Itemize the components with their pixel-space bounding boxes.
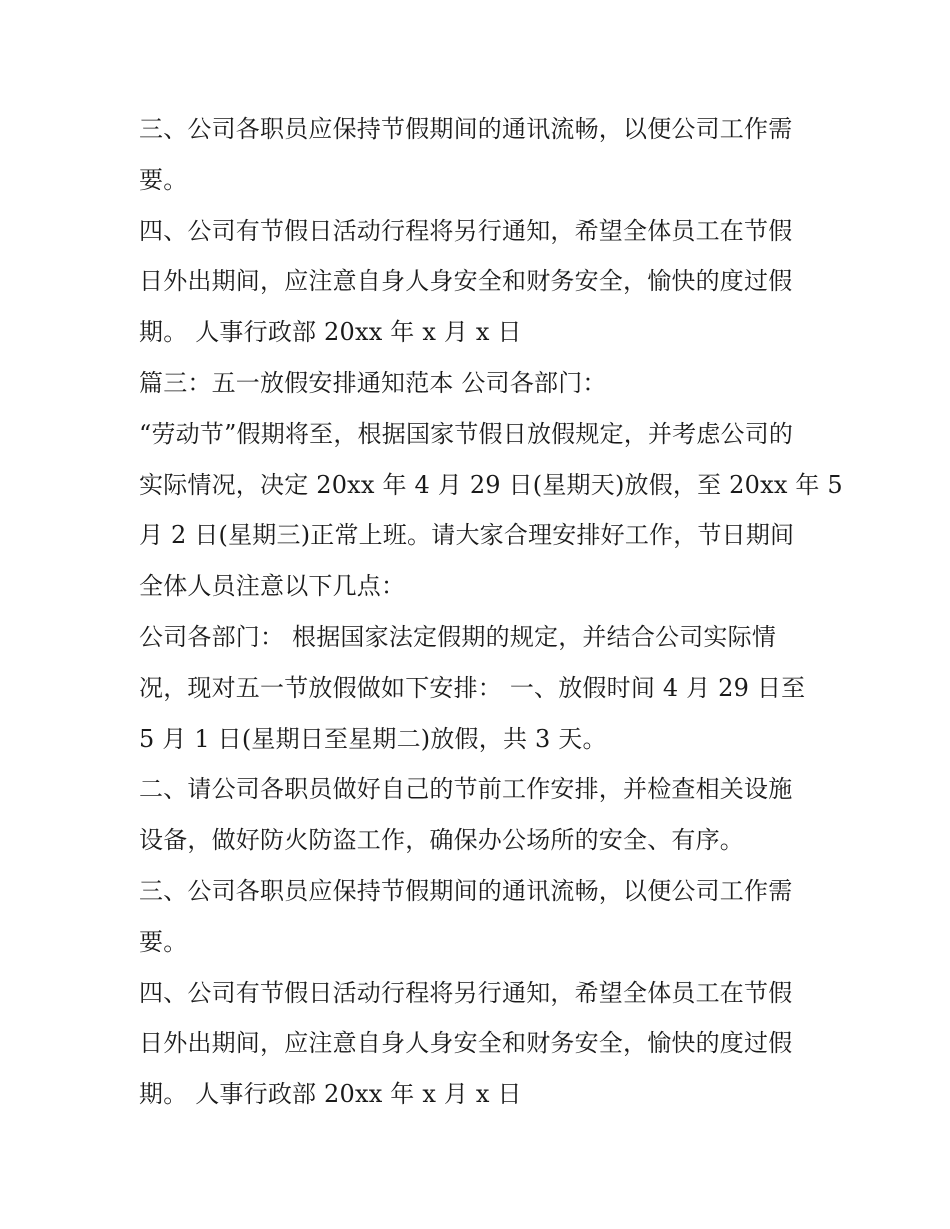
text-line: 况，现对五一节放假做如下安排： 一、放假时间 4 月 29 日至 bbox=[139, 673, 806, 702]
text-line: 日外出期间，应注意自身人身安全和财务安全，愉快的度过假 bbox=[139, 1029, 793, 1058]
text-line: 期。 人事行政部 20xx 年 x 月 x 日 bbox=[139, 1080, 522, 1109]
text-line: 三、公司各职员应保持节假期间的通讯流畅，以便公司工作需 bbox=[139, 115, 793, 143]
text-line: 三、公司各职员应保持节假期间的通讯流畅，以便公司工作需 bbox=[139, 876, 793, 905]
text-line: 期。 人事行政部 20xx 年 x 月 x 日 bbox=[139, 318, 522, 347]
text-line: 5 月 1 日(星期日至星期二)放假，共 3 天。 bbox=[139, 724, 607, 753]
text-line: “劳动节”假期将至，根据国家节假日放假规定，并考虑公司的 bbox=[139, 419, 794, 448]
text-line: 设备，做好防火防盗工作，确保办公场所的安全、有序。 bbox=[139, 826, 744, 855]
text-line: 二、请公司各职员做好自己的节前工作安排，并检查相关设施 bbox=[139, 775, 793, 804]
text-line: 月 2 日(星期三)正常上班。请大家合理安排好工作，节日期间 bbox=[139, 521, 795, 550]
text-line: 要。 bbox=[139, 927, 188, 956]
text-line: 公司各部门： 根据国家法定假期的规定，并结合公司实际情 bbox=[139, 622, 777, 651]
text-line: 四、公司有节假日活动行程将另行通知，希望全体员工在节假 bbox=[139, 978, 793, 1007]
text-line: 要。 bbox=[139, 165, 188, 194]
section-heading: 篇三：五一放假安排通知范本 公司各部门： bbox=[139, 368, 607, 397]
text-line: 实际情况，决定 20xx 年 4 月 29 日(星期天)放假，至 20xx 年 5 bbox=[139, 470, 843, 499]
text-line: 四、公司有节假日活动行程将另行通知，希望全体员工在节假 bbox=[139, 216, 793, 245]
text-line: 日外出期间，应注意自身人身安全和财务安全，愉快的度过假 bbox=[139, 267, 793, 296]
text-line: 全体人员注意以下几点： bbox=[139, 572, 406, 601]
document-body bbox=[139, 104, 843, 1120]
